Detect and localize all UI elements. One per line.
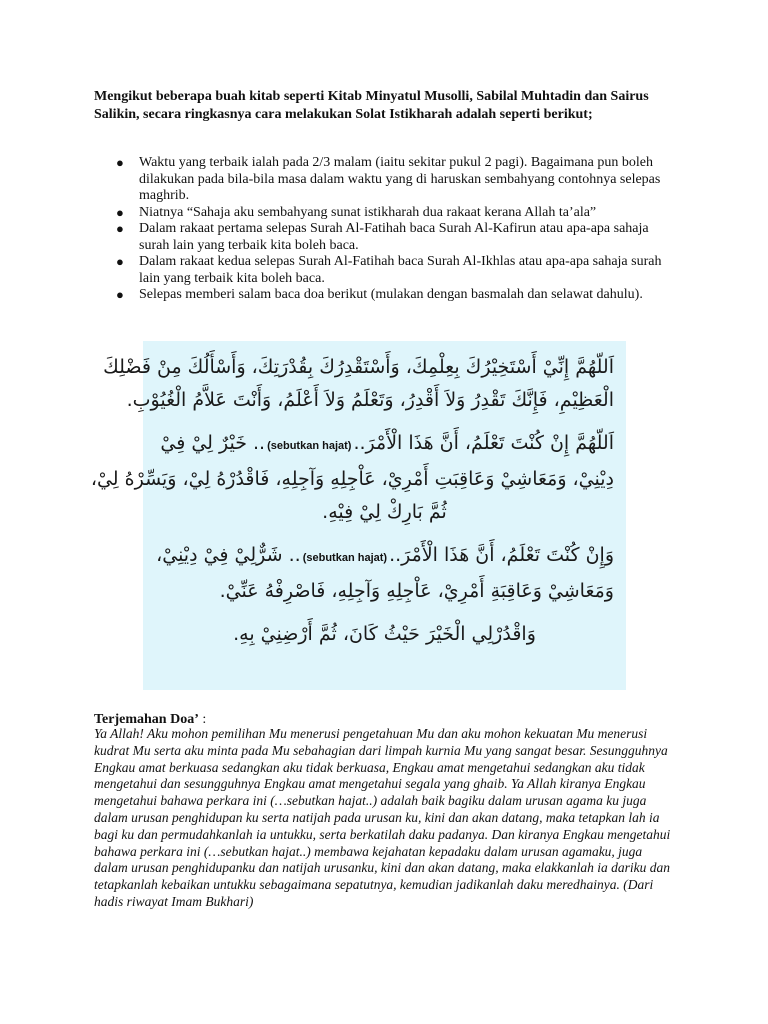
hajat-label: (sebutkan hajat) [302,552,388,564]
dua-line-text: اَللّهُمَّ إِنِّيْ أَسْتَخِيْرُكَ بِعِلْمِكَ، وَأَسْتَقْدِرُكَ بِقُدْرَتِكَ، وَأَسْأَلُكَ مِنْ فَضْلِكَ [103,356,614,378]
bullet-dot-icon: ● [116,204,124,220]
list-item-text: Dalam rakaat pertama selepas Surah Al-Fatihah baca Surah Al-Kafirun atau apa-apa sahaja surah lain yang terbaik kita boleh baca. [139,221,649,253]
dua-line [155,575,614,608]
list-item-text: Waktu yang terbaik ialah pada 2/3 malam (iaitu sekitar pukul 2 pagi). Bagaimana pun boleh dilakukan pada bila-bila masa dalam waktu yang di haruskan sembahyang contohnya selepas maghrib. [139,155,661,203]
translation-title-text: Terjemahan Doa’ [94,712,199,727]
dua-line-text-end: .. خَيْرٌ لِيْ فِيْ [160,432,266,454]
list-item [116,155,676,205]
dua-line-text-end: .. شَرٌّلِيْ فِيْ دِيْنِيْ، [156,544,301,566]
dua-line [155,427,614,463]
dua-line-text: دِيْنِيْ، وَمَعَاشِيْ وَعَاقِبَتِ أَمْرِيْ، عَاْجِلِهِ وَآجِلِهِ، فَاقْدُرْهُ لِيْ، وَيَسِّرْهُ لِيْ، [90,468,614,490]
dua-line-text: اَللّهُمَّ إِنْ كُنْتَ تَعْلَمُ، أَنَّ هَذَا الْأَمْرَ.. [353,432,614,454]
list-item [116,287,676,304]
dua-line [155,496,614,529]
dua-line-text: وَاقْدُرْلِي الْخَيْرَ حَيْثُ كَانَ، ثُمَّ أَرْضِنِيْ بِهِ. [233,623,536,645]
bullet-dot-icon: ● [116,287,124,302]
dua-line [155,618,614,651]
hajat-label: (sebutkan hajat) [267,440,352,452]
bullet-dot-icon: ● [116,221,124,236]
dua-line-text: وَإِنْ كُنْتَ تَعْلَمُ، أَنَّ هَذَا الْأَمْرَ.. [389,544,614,566]
list-item [116,205,676,222]
list-item [116,254,676,287]
intro-paragraph: Mengikut beberapa buah kitab seperti Kitab Minyatul Musolli, Sabilal Muhtadin dan Sairus Salikin, secara ringkasnya cara melakukan Solat Istikharah adalah seperti berikut; [94,89,649,122]
list-item-text: Selepas memberi salam baca doa berikut (mulakan dengan basmalah dan selawat dahulu). [139,287,643,302]
steps-list [116,155,676,304]
translation-title-suffix: : [198,712,207,727]
dua-line-text: ثُمَّ بَارِكْ لِيْ فِيْهِ. [322,501,447,523]
dua-line [155,539,614,575]
dua-line [103,351,614,384]
list-item [116,221,676,254]
dua-line-text: الْعَظِيْمِ، فَإِنَّكَ تَقْدِرُ وَلاَ أَقْدِرُ، وَتَعْلَمُ وَلاَ أَعْلَمُ، وَأَنْتَ عَلاَّمُ الْغُيُوْبِ. [126,389,614,411]
dua-line-text: وَمَعَاشِيْ وَعَاقِبَةِ أَمْرِيْ، عَاْجِلِهِ وَآجِلِهِ، فَاصْرِفْهُ عَنِّيْ. [219,580,614,602]
bullet-dot-icon: ● [116,254,124,269]
dua-line [126,384,614,417]
dua-line [90,463,614,496]
dua-arabic-box [90,341,626,690]
bullet-dot-icon: ● [116,155,124,170]
list-item-text: Niatnya “Sahaja aku sembahyang sunat istikharah dua rakaat kerana Allah ta’ala” [139,204,597,220]
translation-body: Ya Allah! Aku mohon pemilihan Mu menerusi pengetahuan Mu dan aku mohon kekuatan Mu menerusi kudrat Mu serta aku minta pada Mu sebahagian dari limpah kurnia Mu yang sangat besar. Sesungguhnya Engkau amat berkuasa sedangkan aku tidak berkuasa, Engkau amat mengetahui sedangkan aku tidak mengetahui dan sesungguhnya Engkau amat mengetahui segala yang ghaib. Ya Allah kiranya Engkau mengetahui bahawa perkara ini (…sebutkan hajat..) adalah baik bagiku dalam urusan agama ku juga dalam urusan penghidupan ku serta natijah pada urusan ku, kini dan akan datang, maka tetapkan lah ia bagi ku dan permudahkanlah ia untukku, serta berkatilah daku padanya. Dan kiranya Engkau mengetahui bahawa perkara ini (…sebutkan hajat..) membawa kejahatan kepadaku dalam urusan agamaku, juga dalam urusan penghidupanku dan natijah urusanku, kini dan akan datang, maka elakkanlah ia dariku dan tetapkanlah kebaikan untukku sebagaimana sepatutnya, kemudian jadikanlah daku meredhainya. (Dari hadis riwayat Imam Bukhari) [94,726,671,909]
list-item-text: Dalam rakaat kedua selepas Surah Al-Fatihah baca Surah Al-Ikhlas atau apa-apa sahaja surah lain yang terbaik kita boleh baca. [139,254,662,286]
